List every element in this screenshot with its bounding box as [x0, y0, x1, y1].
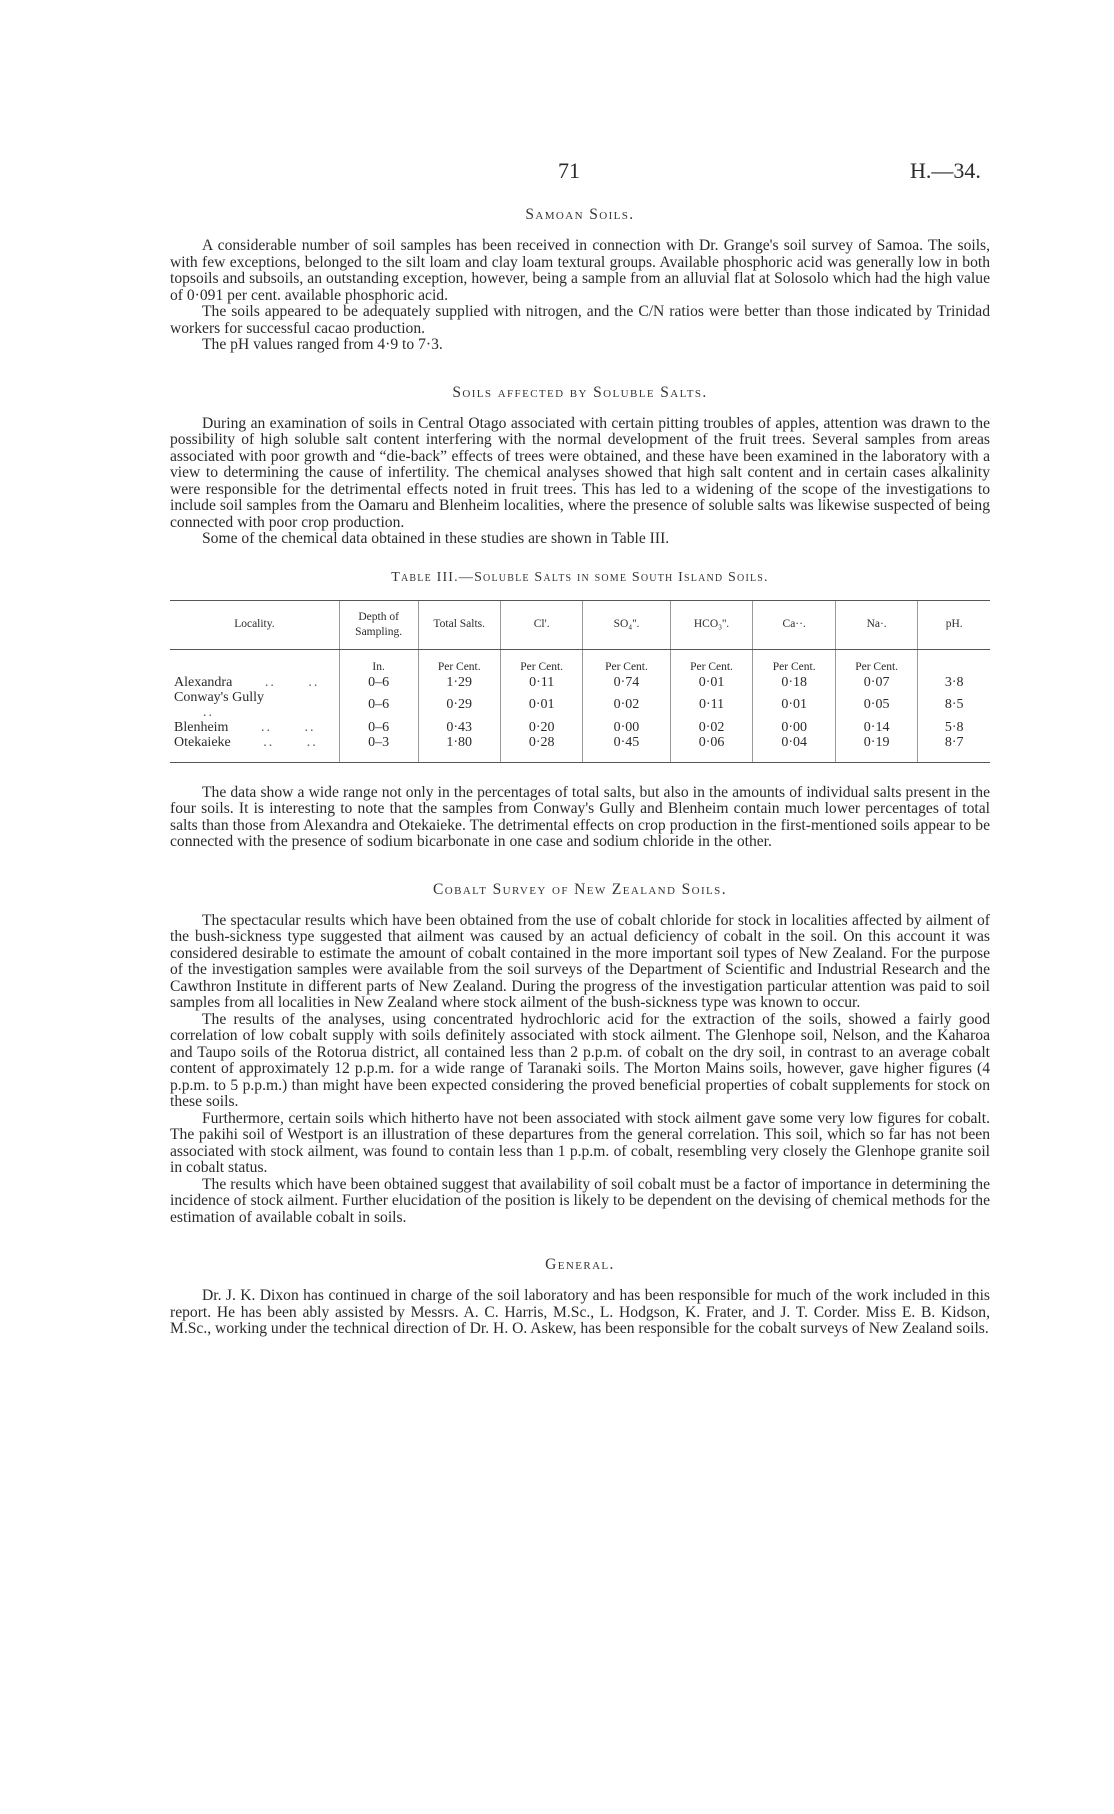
table-row	[170, 690, 990, 720]
paragraph: The results of the analyses, using concentrated hydrochloric acid for the extraction of the soils, showed a fairly good correlation of low cobalt supply with soils definitely associated with stock ailment. The Glenhope soil, Nelson, and the Kaharoa and Taupo soils of the Rotorua district, all contained less than 2 p.p.m. of cobalt on the dry soil, in contrast to an average cobalt content of approximately 12 p.p.m. for a wide range of Taranaki soils. The Morton Mains soils, however, gave higher figures (4 p.p.m. to 5 p.p.m.) than might have been expected considering the proved beneficial properties of cobalt supplements for stock on these soils.	[170, 1010, 990, 1110]
paragraph: The results which have been obtained suggest that availability of soil cobalt must be a factor of importance in determining the incidence of stock ailment. Further elucidation of the position is likely to be dependent on the devising of chemical methods for the estimation of available cobalt in soils.	[170, 1175, 990, 1226]
paragraph: Some of the chemical data obtained in these studies are shown in Table III.	[202, 530, 670, 547]
dot-leader: ..	[304, 719, 316, 735]
bicarbonate-cell: 0·01	[670, 675, 753, 690]
locality-name: Alexandra	[174, 674, 233, 690]
sodium-cell: 0·05	[835, 690, 917, 720]
column-header: pH.	[918, 600, 990, 649]
sodium-cell: 0·14	[835, 720, 917, 735]
sulphate-cell: 0·45	[583, 735, 670, 763]
text-column	[170, 206, 990, 1338]
column-header: Cl'.	[500, 600, 582, 649]
chloride-cell: 0·11	[500, 675, 582, 690]
unit-cell	[170, 649, 339, 675]
paragraph: During an examination of soils in Central Otago associated with certain pitting troubles of apples, attention was drawn to the possibility of high soluble salt content interfering with the normal development of the fruit trees. Several samples from areas associated with poor growth and “die-back” effects of trees were obtained, and these have been examined in the laboratory with a view to determining the cause of infertility. The chemical analyses showed that high salt content and in certain cases alkalinity were responsible for the detrimental effects noted in fruit trees. This has led to a widening of the scope of the investigations to include soil samples from the Oamaru and Blenheim localities, where the presence of soluble salts was likewise suspected of being connected with poor crop production.	[170, 414, 990, 531]
locality-name: Blenheim	[174, 719, 229, 735]
unit-cell: In.	[339, 649, 418, 675]
soluble-salts-table	[170, 600, 990, 763]
paragraph: A considerable number of soil samples has been received in connection with Dr. Grange's soil survey of Samoa. The soils, with few exceptions, belonged to the silt loam and clay loam textural groups. Available phosphoric acid was generally low in both topsoils and subsoils, an outstanding exception, however, being a sample from an alluvial flat at Solosolo which had the high value of 0·091 per cent. available phosphoric acid.	[170, 237, 990, 304]
sodium-cell: 0·19	[835, 735, 917, 763]
locality-name: Otekaieke	[174, 734, 231, 750]
locality-cell	[170, 675, 339, 690]
total-salts-cell: 1·29	[418, 675, 500, 690]
page-number: 71	[558, 158, 580, 183]
paragraph: The spectacular results which have been obtained from the use of cobalt chloride for stock in localities affected by ailment of the bush-sickness type suggested that ailment was caused by an actual deficiency of cobalt in the soil. On this account it was considered desirable to estimate the amount of cobalt contained in the more important soil types of New Zealand. For the purpose of the investigation samples were available from the soil surveys of the Department of Scientific and Industrial Research and the Cawthron Institute in different parts of New Zealand. During the progress of the investigation particular attention was paid to soil samples from all localities in New Zealand where stock ailment of the bush-sickness type was known to occur.	[170, 911, 990, 1011]
unit-cell: Per Cent.	[583, 649, 670, 675]
locality-cell	[170, 735, 339, 763]
section-heading-general: General.	[545, 1256, 615, 1273]
ph-cell: 8·7	[918, 735, 990, 763]
sulphate-cell: 0·02	[583, 690, 670, 720]
sulphate-cell: 0·00	[583, 720, 670, 735]
depth-cell: 0–6	[339, 720, 418, 735]
column-header: Locality.	[170, 600, 339, 649]
dot-leader: ..	[203, 704, 214, 720]
total-salts-cell: 0·29	[418, 690, 500, 720]
sulphate-cell: 0·74	[583, 675, 670, 690]
column-header: Na·.	[835, 600, 917, 649]
table-row	[170, 735, 990, 763]
unit-cell: Per Cent.	[418, 649, 500, 675]
bicarbonate-cell: 0·11	[670, 690, 753, 720]
table-header-row	[170, 600, 990, 649]
table-title: Table III.—Soluble Salts in some South Island Soils.	[391, 569, 769, 585]
dot-leader: ..	[306, 734, 318, 750]
bicarbonate-cell: 0·06	[670, 735, 753, 763]
calcium-cell: 0·18	[753, 675, 835, 690]
column-header: SO₄''.	[583, 600, 670, 649]
locality-cell	[170, 720, 339, 735]
total-salts-cell: 0·43	[418, 720, 500, 735]
paragraph: The pH values ranged from 4·9 to 7·3.	[202, 336, 443, 353]
unit-cell: Per Cent.	[753, 649, 835, 675]
column-header: Depth of Sampling.	[339, 600, 418, 649]
column-header: Ca··.	[753, 600, 835, 649]
table-row	[170, 720, 990, 735]
column-header: Total Salts.	[418, 600, 500, 649]
locality-cell	[170, 690, 339, 720]
depth-cell: 0–6	[339, 690, 418, 720]
sodium-cell: 0·07	[835, 675, 917, 690]
unit-cell: Per Cent.	[500, 649, 582, 675]
paragraph: The data show a wide range not only in the percentages of total salts, but also in the amounts of individual salts present in the four soils. It is interesting to note that the samples from Conway's Gully and Blenheim contain much lower percentages of total salts than those from Alexandra and Otekaieke. The detrimental effects on crop production in the first-mentioned soils appear to be connected with the presence of sodium bicarbonate in one case and sodium chloride in the other.	[170, 783, 990, 850]
chloride-cell: 0·01	[500, 690, 582, 720]
paragraph: The soils appeared to be adequately supplied with nitrogen, and the C/N ratios were better than those indicated by Trinidad workers for successful cacao production.	[170, 303, 990, 337]
paragraph: Dr. J. K. Dixon has continued in charge of the soil laboratory and has been responsible for much of the work included in this report. He has been ably assisted by Messrs. A. C. Harris, M.Sc., L. Hodgson, K. Frater, and J. T. Corder. Miss E. B. Kidson, M.Sc., working under the technical direction of Dr. H. O. Askew, has been responsible for the cobalt surveys of New Zealand soils.	[170, 1287, 990, 1337]
dot-leader: ..	[264, 674, 276, 690]
table-row	[170, 675, 990, 690]
column-header: HCO₃''.	[670, 600, 753, 649]
section-heading-samoan-soils: Samoan Soils.	[525, 206, 635, 223]
units-row	[170, 649, 990, 675]
bicarbonate-cell: 0·02	[670, 720, 753, 735]
ph-cell: 8·5	[918, 690, 990, 720]
calcium-cell: 0·01	[753, 690, 835, 720]
dot-leader: ..	[260, 719, 272, 735]
locality-name: Conway's Gully	[174, 689, 265, 705]
document-reference: H.—34.	[910, 158, 981, 183]
unit-cell: Per Cent.	[835, 649, 917, 675]
unit-cell	[918, 649, 990, 675]
unit-cell: Per Cent.	[670, 649, 753, 675]
section-heading-soluble-salts: Soils affected by Soluble Salts.	[452, 383, 708, 401]
dot-leader: ..	[308, 674, 320, 690]
dot-leader: ..	[263, 734, 275, 750]
calcium-cell: 0·00	[753, 720, 835, 735]
depth-cell: 0–6	[339, 675, 418, 690]
chloride-cell: 0·28	[500, 735, 582, 763]
ph-cell: 5·8	[918, 720, 990, 735]
total-salts-cell: 1·80	[418, 735, 500, 763]
calcium-cell: 0·04	[753, 735, 835, 763]
chloride-cell: 0·20	[500, 720, 582, 735]
ph-cell: 3·8	[918, 675, 990, 690]
section-heading-cobalt-survey: Cobalt Survey of New Zealand Soils.	[433, 880, 727, 898]
paragraph: Furthermore, certain soils which hitherto have not been associated with stock ailment gave some very low figures for cobalt. The pakihi soil of Westport is an illustration of these departures from the general correlation. This soil, which so far has not been associated with stock ailment, was found to contain less than 1 p.p.m. of cobalt, resembling very closely the Glenhope granite soil in cobalt status.	[170, 1109, 990, 1176]
depth-cell: 0–3	[339, 735, 418, 763]
